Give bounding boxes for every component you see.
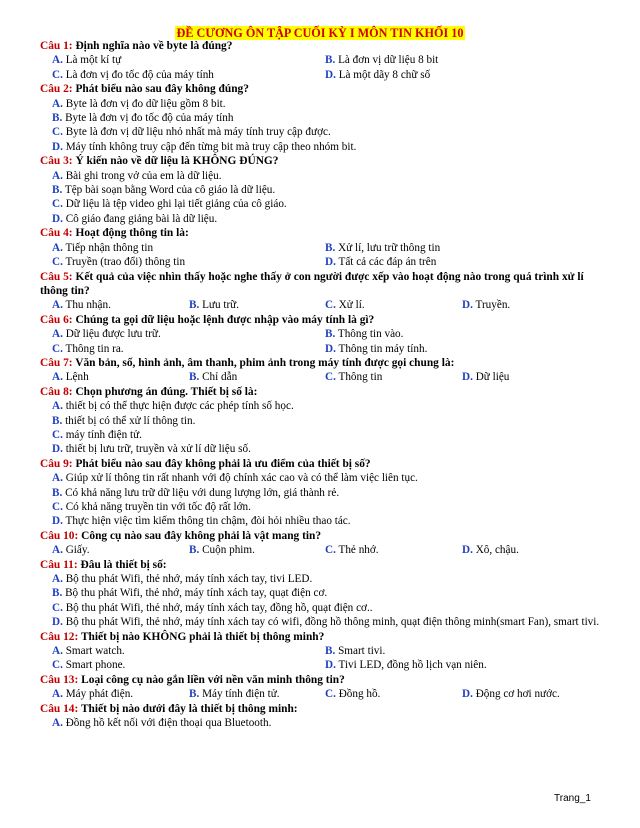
- page-number: Trang_1: [554, 793, 591, 804]
- answer-option: [52, 125, 600, 139]
- answer-options: [40, 327, 600, 356]
- option-text: thiết bị có thể xử lí thông tin.: [65, 414, 196, 427]
- answer-option: [52, 442, 600, 456]
- option-letter: C.: [52, 126, 63, 139]
- document-title: ĐỀ CƯƠNG ÔN TẬP CUỐI KỲ I MÔN TIN KHỐI 10: [176, 26, 464, 40]
- answer-option: [52, 97, 600, 111]
- option-text: thiết bị có thể thực hiện được các phép tính số học.: [65, 400, 294, 413]
- answer-option: [325, 342, 605, 356]
- question-text: [40, 39, 600, 53]
- option-text: Thông tin: [338, 371, 383, 384]
- answer-option: [325, 327, 605, 341]
- option-letter: D.: [52, 212, 63, 225]
- answer-option: [189, 543, 325, 557]
- question-prompt: Ý kiến nào về dữ liệu là KHÔNG ĐÚNG?: [75, 155, 279, 168]
- option-text: Thẻ nhớ.: [338, 544, 379, 557]
- question-prompt: Phát biểu nào sau đây không phải là ưu điểm của thiết bị số?: [75, 457, 371, 470]
- option-text: Byte là đơn vị dữ liệu nhỏ nhất mà máy tính truy cập được.: [65, 126, 331, 139]
- option-text: Thông tin vào.: [337, 328, 404, 341]
- answer-option: [325, 255, 605, 269]
- option-text: Dữ liệu: [475, 371, 510, 384]
- option-letter: C.: [52, 198, 63, 211]
- option-letter: A.: [52, 169, 63, 182]
- answer-option: [52, 414, 600, 428]
- question-text: [40, 673, 600, 687]
- option-text: Truyền.: [475, 299, 511, 312]
- answer-option: [52, 471, 600, 485]
- option-text: Thông tin máy tính.: [338, 342, 428, 355]
- question-text: [40, 313, 600, 327]
- option-text: Động cơ hơi nước.: [475, 688, 560, 701]
- option-letter: D.: [462, 371, 473, 384]
- option-letter: D.: [52, 515, 63, 528]
- answer-options: [40, 298, 600, 312]
- option-text: Lệnh: [65, 371, 89, 384]
- answer-options: [40, 644, 600, 673]
- question-number: Câu 4:: [40, 227, 73, 240]
- option-letter: D.: [52, 443, 63, 456]
- question-number: Câu 3:: [40, 155, 73, 168]
- option-text: Smart tivi.: [338, 645, 386, 658]
- option-letter: A.: [52, 241, 63, 254]
- option-letter: A.: [52, 688, 63, 701]
- option-text: Tivi LED, đồng hồ lịch vạn niên.: [338, 659, 487, 672]
- option-letter: A.: [52, 328, 63, 341]
- option-text: Giúp xử lí thông tin rất nhanh với độ chính xác cao và có thể làm việc liên tục.: [65, 472, 418, 485]
- option-text: Giấy.: [65, 544, 90, 557]
- answer-option: [52, 644, 325, 658]
- answer-options: [40, 169, 600, 227]
- answer-options: [40, 687, 600, 701]
- question-text: [40, 457, 600, 471]
- option-text: Byte là đơn vị đo tốc độ của máy tính: [65, 112, 234, 125]
- option-letter: B.: [189, 688, 200, 701]
- option-letter: D.: [462, 299, 473, 312]
- option-letter: B.: [189, 371, 200, 384]
- option-letter: C.: [52, 601, 63, 614]
- option-text: Máy tính không truy cập đến từng bit mà truy cập theo nhóm bit.: [65, 140, 357, 153]
- answer-option: [52, 486, 600, 500]
- question-prompt: Thiết bị nào dưới đây là thiết bị thông minh:: [80, 702, 298, 715]
- answer-option: [325, 53, 605, 67]
- option-letter: C.: [325, 299, 336, 312]
- option-text: Tất cả các đáp án trên: [338, 256, 437, 269]
- answer-option: [52, 716, 600, 730]
- answer-option: [52, 298, 189, 312]
- question-number: Câu 13:: [40, 673, 79, 686]
- option-text: Xử lí.: [338, 299, 365, 312]
- question-prompt: Văn bản, số, hình ảnh, âm thanh, phim ảnh trong máy tính được gọi chung là:: [75, 356, 455, 369]
- question-text: [40, 702, 600, 716]
- answer-option: [52, 370, 189, 384]
- answer-option: [462, 370, 602, 384]
- answer-option: [52, 111, 600, 125]
- option-letter: C.: [325, 688, 336, 701]
- question-prompt: Loại công cụ nào gắn liền với nền văn minh thông tin?: [81, 673, 345, 686]
- question-number: Câu 10:: [40, 529, 79, 542]
- question-number: Câu 9:: [40, 457, 73, 470]
- option-letter: A.: [52, 97, 63, 110]
- question-prompt: Phát biểu nào sau đây không đúng?: [75, 83, 249, 96]
- option-letter: B.: [52, 486, 63, 499]
- option-text: Máy tính điện tử.: [202, 688, 280, 701]
- question-number: Câu 11:: [40, 558, 78, 571]
- question-prompt: Thiết bị nào KHÔNG phải là thiết bị thông minh?: [80, 630, 325, 643]
- question-number: Câu 2:: [40, 83, 73, 96]
- option-text: Đồng hồ kết nối với điện thoại qua Bluetooth.: [65, 717, 272, 730]
- option-letter: A.: [52, 573, 63, 586]
- option-letter: B.: [325, 645, 336, 658]
- option-text: Lưu trữ.: [202, 299, 240, 312]
- option-text: Có khả năng truyền tin với tốc độ rất lớn.: [65, 501, 251, 513]
- option-letter: D.: [52, 616, 63, 629]
- option-text: Bộ thu phát Wifi, thẻ nhớ, máy tính xách tay, quạt điện cơ.: [65, 587, 328, 600]
- option-letter: C.: [52, 501, 63, 513]
- answer-option: [52, 572, 600, 586]
- question-number: Câu 6:: [40, 313, 73, 326]
- option-letter: A.: [52, 299, 63, 312]
- answer-option: [325, 298, 462, 312]
- answer-options: [40, 716, 600, 730]
- option-letter: D.: [462, 544, 473, 557]
- option-letter: B.: [325, 241, 336, 254]
- option-letter: A.: [52, 544, 63, 557]
- option-letter: B.: [52, 112, 63, 125]
- answer-option: [462, 298, 602, 312]
- question-text: [40, 630, 600, 644]
- option-letter: D.: [325, 342, 336, 355]
- answer-option: [462, 543, 602, 557]
- option-letter: B.: [52, 414, 63, 427]
- option-text: Thông tin ra.: [65, 342, 124, 355]
- option-text: Máy phát điện.: [65, 688, 134, 701]
- option-text: Bộ thu phát Wifi, thẻ nhớ, máy tính xách tay có wifi, đồng hồ thông minh, quạt điện thông minh(smart Fan), smart tivi.: [65, 616, 600, 629]
- option-letter: C.: [325, 544, 336, 557]
- answer-option: [325, 644, 605, 658]
- option-letter: D.: [325, 68, 336, 81]
- answer-options: [40, 399, 600, 457]
- answer-options: [40, 241, 600, 270]
- question-prompt: Định nghĩa nào về byte là đúng?: [75, 40, 233, 52]
- answer-option: [52, 169, 600, 183]
- option-text: Smart watch.: [65, 645, 125, 658]
- question-number: Câu 5:: [40, 270, 73, 283]
- option-letter: D.: [325, 256, 336, 269]
- question-text: [40, 558, 600, 572]
- answer-option: [325, 658, 605, 672]
- answer-option: [52, 687, 189, 701]
- answer-option: [462, 687, 602, 701]
- option-letter: C.: [52, 68, 63, 81]
- question-prompt: Chọn phương án đúng. Thiết bị số là:: [75, 385, 258, 398]
- option-text: Dữ liệu là tệp video ghi lại tiết giảng của cô giáo.: [65, 198, 287, 211]
- answer-option: [52, 255, 325, 269]
- option-letter: A.: [52, 472, 63, 485]
- option-letter: B.: [189, 544, 200, 557]
- question-prompt: Công cụ nào sau đây không phải là vật mang tin?: [81, 529, 322, 542]
- question-text: [40, 529, 600, 543]
- question-text: [40, 82, 600, 96]
- option-letter: B.: [325, 328, 336, 341]
- option-text: Chỉ dẫn: [202, 371, 238, 384]
- option-letter: C.: [52, 428, 63, 441]
- question-prompt: Kết quả của việc nhìn thấy hoặc nghe thấy ở con người được xếp vào hoạt động nào trong quá trình xử lí thông tin?: [40, 270, 584, 297]
- answer-option: [325, 68, 605, 82]
- answer-option: [189, 687, 325, 701]
- option-text: Cuộn phim.: [202, 544, 255, 557]
- answer-options: [40, 543, 600, 557]
- option-text: Tệp bài soạn bằng Word của cô giáo là dữ liệu.: [64, 184, 276, 197]
- option-letter: A.: [52, 645, 63, 658]
- question-text: [40, 270, 600, 299]
- question-prompt: Đâu là thiết bị số:: [80, 558, 167, 571]
- answer-option: [52, 342, 325, 356]
- question-text: [40, 226, 600, 240]
- option-letter: B.: [52, 184, 63, 197]
- option-text: Xô, chậu.: [475, 544, 519, 557]
- answer-option: [52, 53, 325, 67]
- option-text: Là đơn vị dữ liệu 8 bit: [338, 54, 439, 67]
- option-text: Dữ liệu được lưu trữ.: [65, 328, 161, 341]
- option-text: Xử lí, lưu trữ thông tin: [338, 241, 441, 254]
- option-letter: D.: [462, 688, 473, 701]
- option-text: Smart phone.: [65, 659, 126, 672]
- question-text: [40, 154, 600, 168]
- option-text: Cô giáo đang giảng bài là dữ liệu.: [65, 212, 218, 225]
- option-letter: A.: [52, 371, 63, 384]
- answer-option: [52, 514, 600, 528]
- option-letter: C.: [52, 659, 63, 672]
- option-text: máy tính điện tử.: [65, 428, 142, 441]
- answer-option: [52, 601, 600, 615]
- option-text: Thu nhận.: [65, 299, 111, 312]
- question-prompt: Hoạt động thông tin là:: [75, 227, 189, 240]
- answer-option: [325, 370, 462, 384]
- answer-option: [52, 140, 600, 154]
- answer-option: [189, 298, 325, 312]
- option-letter: B.: [325, 54, 336, 67]
- answer-options: [40, 572, 600, 630]
- answer-option: [52, 500, 600, 514]
- option-letter: D.: [325, 659, 336, 672]
- option-letter: C.: [325, 371, 336, 384]
- answer-option: [52, 658, 325, 672]
- question-text: [40, 356, 600, 370]
- option-text: Thực hiện việc tìm kiếm thông tin chậm, đòi hỏi nhiều thao tác.: [65, 515, 351, 528]
- option-text: Bài ghi trong vở của em là dữ liệu.: [65, 169, 222, 182]
- option-text: Truyền (trao đổi) thông tin: [65, 256, 186, 269]
- question-number: Câu 12:: [40, 630, 79, 643]
- answer-option: [52, 543, 189, 557]
- answer-options: [40, 97, 600, 155]
- answer-option: [52, 241, 325, 255]
- answer-option: [325, 543, 462, 557]
- answer-option: [52, 615, 600, 629]
- option-text: Đồng hồ.: [338, 688, 381, 701]
- question-text: [40, 385, 600, 399]
- question-number: Câu 7:: [40, 356, 73, 369]
- question-number: Câu 1:: [40, 40, 73, 52]
- option-text: Tiếp nhận thông tin: [65, 241, 154, 254]
- question-prompt: Chúng ta gọi dữ liệu hoặc lệnh được nhập vào máy tính là gì?: [75, 313, 375, 326]
- question-list: [40, 39, 600, 731]
- answer-option: [52, 586, 600, 600]
- answer-option: [325, 687, 462, 701]
- answer-option: [325, 241, 605, 255]
- answer-option: [189, 370, 325, 384]
- option-text: Bộ thu phát Wifi, thẻ nhớ, máy tính xách tay, tivi LED.: [65, 573, 313, 586]
- option-text: Là một kí tự: [65, 54, 122, 67]
- option-text: Là đơn vị đo tốc độ của máy tính: [65, 68, 214, 81]
- option-letter: C.: [52, 256, 63, 269]
- option-text: Có khả năng lưu trữ dữ liệu với dung lượng lớn, giá thành rẻ.: [65, 486, 340, 499]
- question-number: Câu 14:: [40, 702, 79, 715]
- answer-options: [40, 53, 600, 82]
- answer-option: [52, 212, 600, 226]
- answer-option: [52, 68, 325, 82]
- option-text: Là một dãy 8 chữ số: [338, 68, 431, 81]
- option-letter: B.: [189, 299, 200, 312]
- option-letter: B.: [52, 587, 63, 600]
- option-letter: A.: [52, 54, 63, 67]
- answer-option: [52, 327, 325, 341]
- option-letter: A.: [52, 717, 63, 730]
- option-letter: C.: [52, 342, 63, 355]
- answer-option: [52, 399, 600, 413]
- option-text: thiết bị lưu trữ, truyền và xử lí dữ liệu số.: [65, 443, 251, 456]
- option-letter: A.: [52, 400, 63, 413]
- answer-options: [40, 370, 600, 384]
- option-letter: D.: [52, 140, 63, 153]
- answer-option: [52, 428, 600, 442]
- answer-options: [40, 471, 600, 529]
- answer-option: [52, 183, 600, 197]
- answer-option: [52, 197, 600, 211]
- option-text: Bộ thu phát Wifi, thẻ nhớ, máy tính xách tay, đồng hồ, quạt điện cơ..: [65, 601, 373, 614]
- option-text: Byte là đơn vị đo dữ liệu gồm 8 bit.: [65, 97, 226, 110]
- question-number: Câu 8:: [40, 385, 73, 398]
